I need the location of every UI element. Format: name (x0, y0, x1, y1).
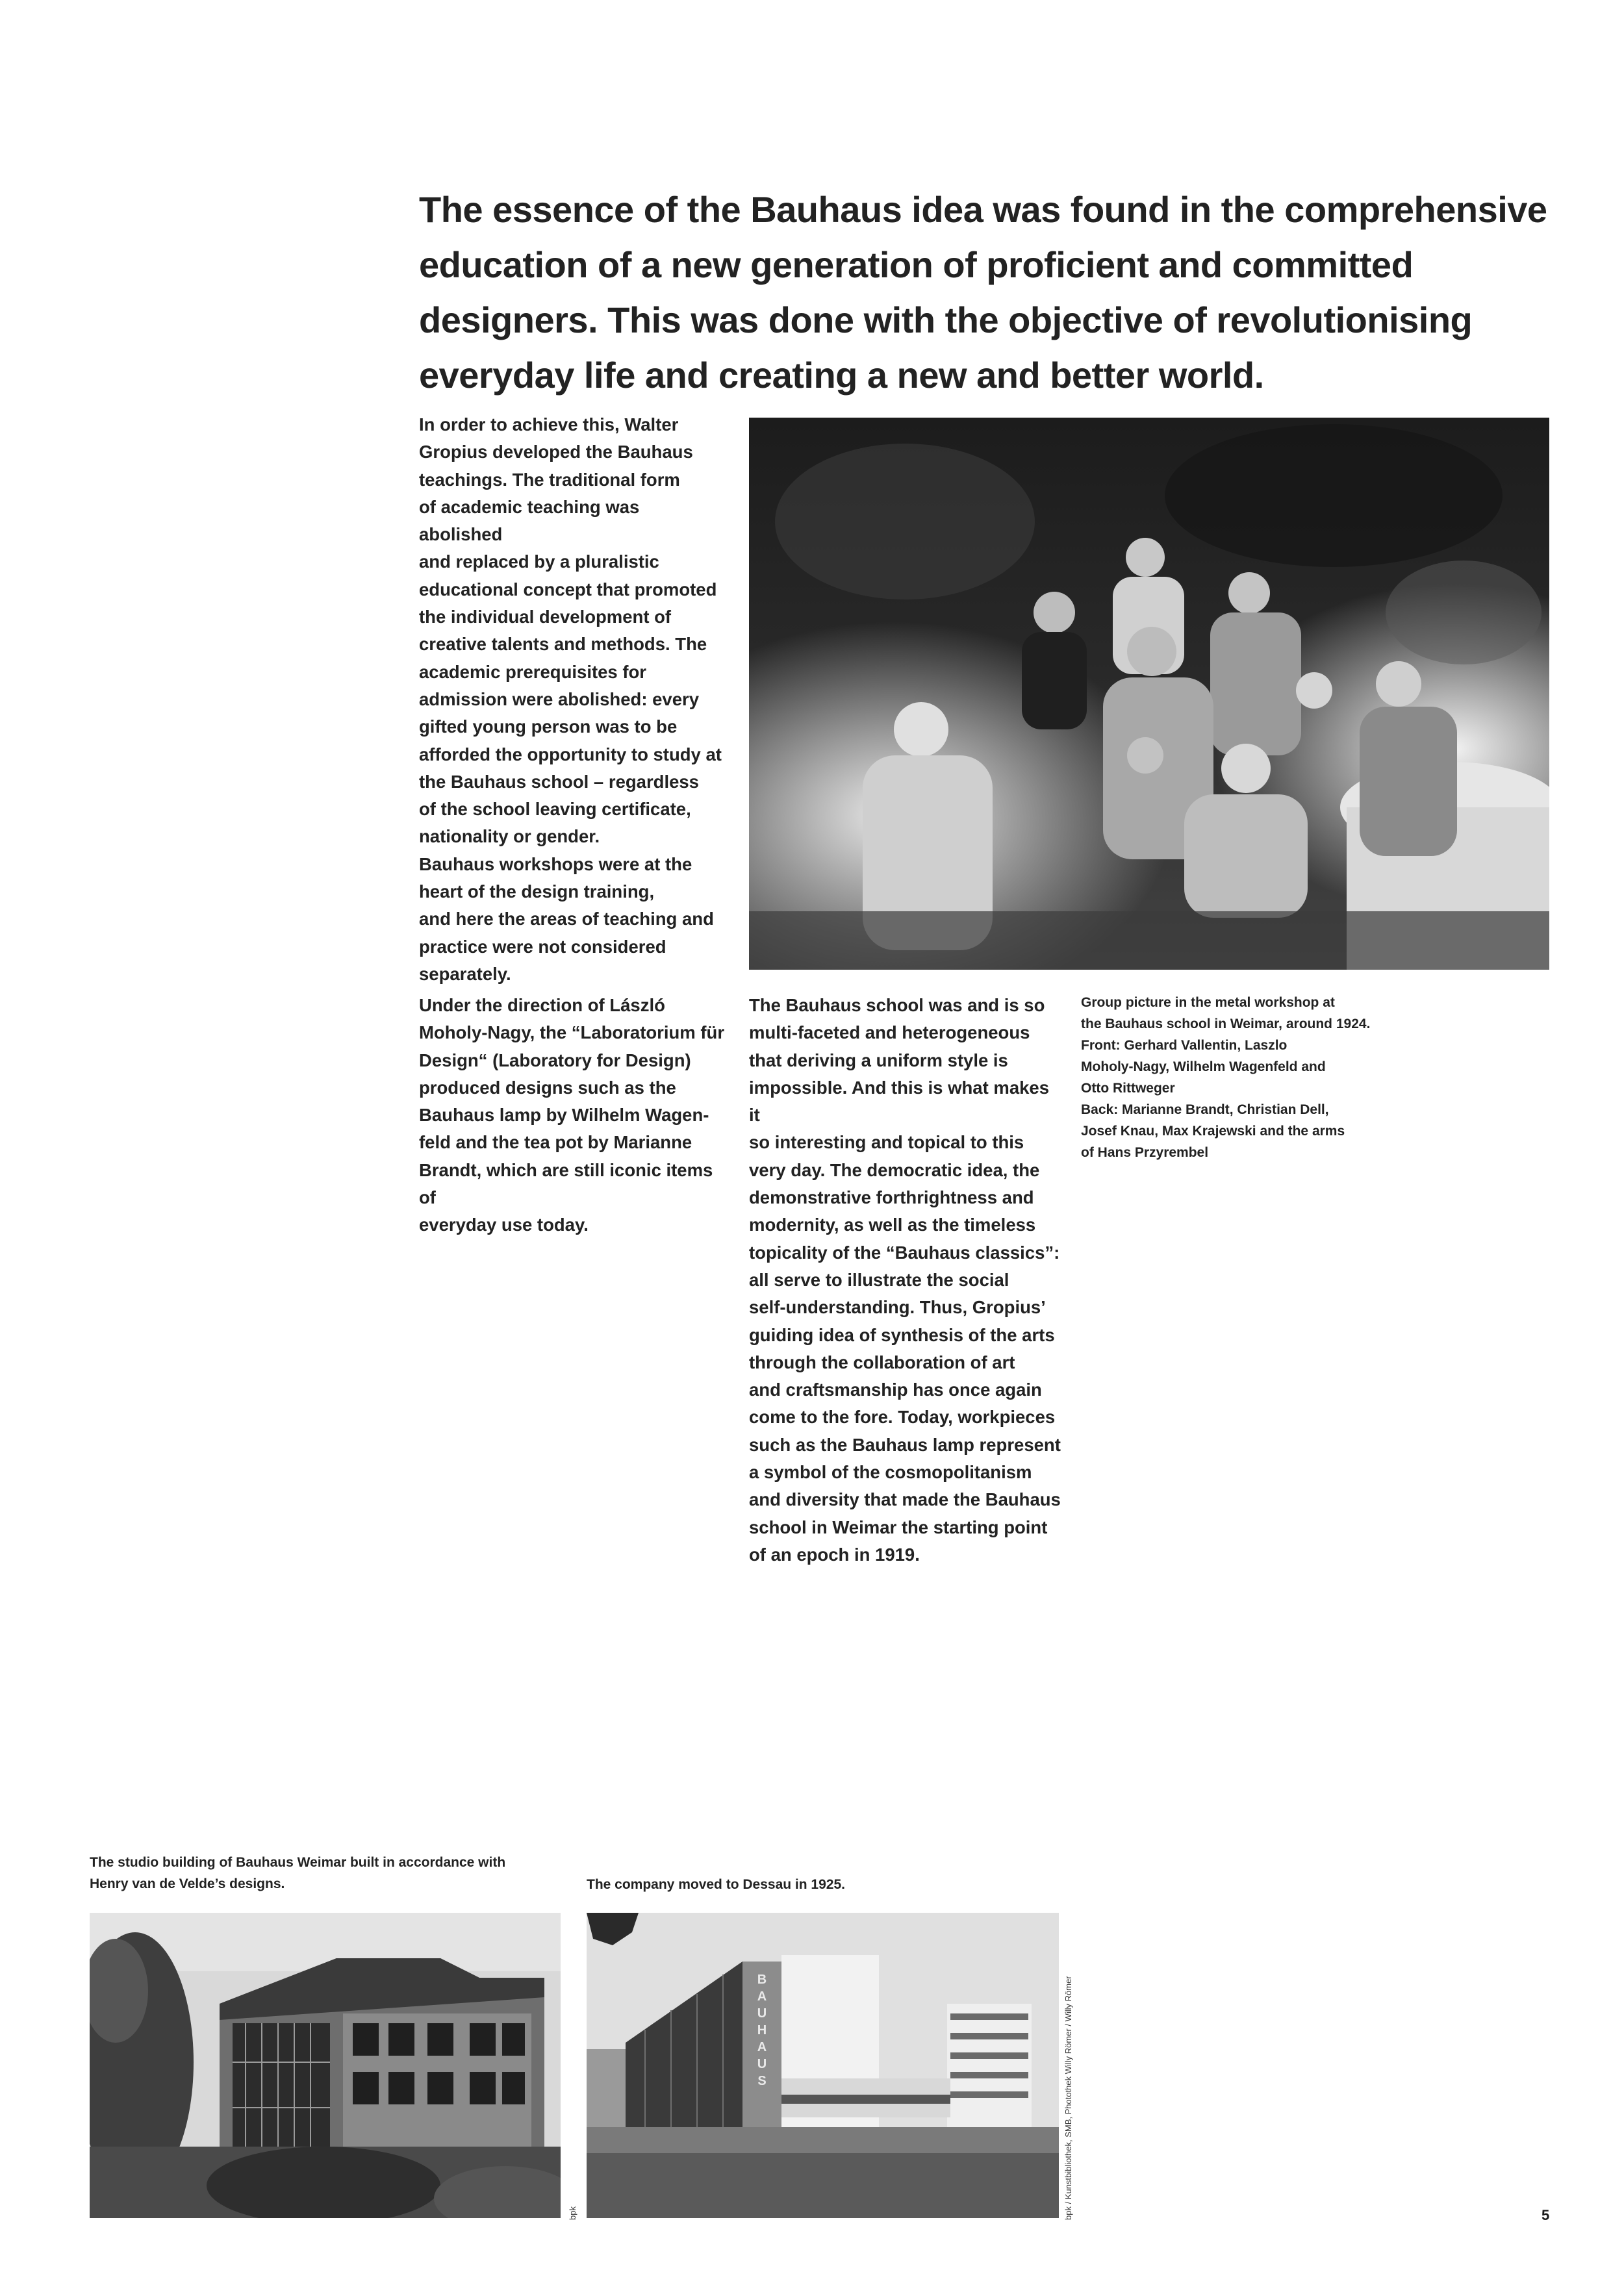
bauhaus-facade-sign: B A U H A U S (757, 1973, 767, 2088)
text-line: afforded the opportunity to study at (419, 744, 722, 764)
text-line: and craftsmanship has once again (749, 1380, 1042, 1400)
text-line: Bauhaus workshops were at the (419, 853, 692, 874)
text-line: In order to achieve this, Walter (419, 414, 679, 435)
group-photo-metal-workshop (749, 418, 1549, 970)
page-number: 5 (1542, 2207, 1550, 2223)
text-line: Gropius developed the Bauhaus (419, 442, 693, 462)
dessau-photo-credit: bpk / Kunstbibliothek, SMB, Photothek Willy Römer / Willy Römer (1063, 1976, 1073, 2220)
laboratory-text-block (419, 992, 731, 1239)
caption-line: the Bauhaus school in Weimar, around 1924. (1081, 1016, 1371, 1031)
text-line: practice were not considered (419, 936, 666, 957)
dessau-building-photo (587, 1913, 1059, 2218)
laboratory-paragraph (419, 992, 731, 1239)
text-line: such as the Bauhaus lamp represent (749, 1434, 1061, 1455)
group-photo-caption (1081, 992, 1406, 1163)
caption-line: of Hans Przyrembel (1081, 1145, 1209, 1160)
caption-line: Back: Marianne Brandt, Christian Dell, (1081, 1102, 1329, 1117)
text-line: Bauhaus lamp by Wilhelm Wagen- (419, 1105, 709, 1126)
text-line: educational concept that promoted (419, 579, 717, 599)
text-line: multi-faceted and heterogeneous (749, 1022, 1030, 1043)
caption-line: Group picture in the metal workshop at (1081, 995, 1335, 1010)
text-line: of the school leaving certificate, (419, 799, 691, 820)
text-line: Under the direction of László (419, 995, 665, 1015)
bauhaus-style-text-block (749, 992, 1061, 1569)
text-line: demonstrative forthrightness and (749, 1187, 1034, 1208)
dessau-building-illustration (587, 1913, 1059, 2218)
weimar-photo-credit: bpk (568, 2206, 577, 2220)
text-line: school in Weimar the starting point (749, 1517, 1048, 1537)
text-line: Moholy-Nagy, the “Laboratorium für (419, 1022, 725, 1043)
text-line: the Bauhaus school – regardless (419, 771, 699, 792)
caption-line: The studio building of Bauhaus Weimar built in accordance with (90, 1855, 506, 1870)
text-line: everyday use today. (419, 1215, 589, 1235)
text-line: feld and the tea pot by Marianne (419, 1132, 692, 1153)
text-line: and replaced by a pluralistic (419, 551, 659, 572)
group-photo-illustration (749, 418, 1549, 970)
page-headline: The essence of the Bauhaus idea was found in the comprehensive education of a new generation of proficient and committed designers. This was done with the objective of revolutionising everyday life and creating a new and better world. (419, 189, 1547, 396)
intro-text-block (419, 411, 724, 988)
caption-line: Josef Knau, Max Krajewski and the arms (1081, 1124, 1345, 1139)
text-line: the individual development of (419, 607, 672, 627)
text-line: impossible. And this is what makes it (749, 1077, 1050, 1126)
bauhaus-style-paragraph (749, 992, 1061, 1569)
text-line: all serve to illustrate the social (749, 1269, 1009, 1290)
text-line: of academic teaching was abolished (419, 496, 640, 545)
text-line: produced designs such as the (419, 1077, 676, 1098)
intro-paragraph (419, 411, 724, 988)
text-line: Brandt, which are still iconic items of (419, 1159, 713, 1208)
text-line: very day. The democratic idea, the (749, 1159, 1040, 1180)
text-line: The Bauhaus school was and is so (749, 995, 1045, 1015)
weimar-studio-building-photo (90, 1913, 561, 2218)
text-line: modernity, as well as the timeless (749, 1215, 1036, 1235)
weimar-building-caption (90, 1852, 570, 1895)
text-line: and here the areas of teaching and (419, 909, 714, 929)
text-line: gifted young person was to be (419, 716, 678, 737)
text-line: and diversity that made the Bauhaus (749, 1489, 1061, 1510)
weimar-building-illustration (90, 1913, 561, 2218)
text-line: teachings. The traditional form (419, 469, 680, 490)
text-line: nationality or gender. (419, 826, 600, 847)
text-line: Design“ (Laboratory for Design) (419, 1050, 691, 1070)
text-line: admission were abolished: every (419, 688, 700, 709)
caption-line: Henry van de Velde’s designs. (90, 1876, 285, 1891)
text-line: of an epoch in 1919. (749, 1544, 920, 1565)
text-line: academic prerequisites for (419, 661, 647, 682)
text-line: separately. (419, 963, 511, 984)
text-line: that deriving a uniform style is (749, 1050, 1008, 1070)
dessau-caption: The company moved to Dessau in 1925. (587, 1877, 845, 1892)
text-line: heart of the design training, (419, 881, 655, 902)
text-line: so interesting and topical to this (749, 1132, 1024, 1153)
caption-line: Front: Gerhard Vallentin, Laszlo (1081, 1038, 1288, 1053)
text-line: self-understanding. Thus, Gropius’ (749, 1297, 1046, 1318)
caption-line: Moholy-Nagy, Wilhelm Wagenfeld and (1081, 1059, 1326, 1074)
text-line: creative talents and methods. The (419, 634, 707, 655)
text-line: come to the fore. Today, workpieces (749, 1407, 1056, 1428)
text-line: through the collaboration of art (749, 1352, 1015, 1372)
text-line: a symbol of the cosmopolitanism (749, 1462, 1032, 1483)
text-line: topicality of the “Bauhaus classics”: (749, 1242, 1060, 1263)
caption-line: Otto Rittweger (1081, 1081, 1175, 1096)
text-line: guiding idea of synthesis of the arts (749, 1324, 1055, 1345)
